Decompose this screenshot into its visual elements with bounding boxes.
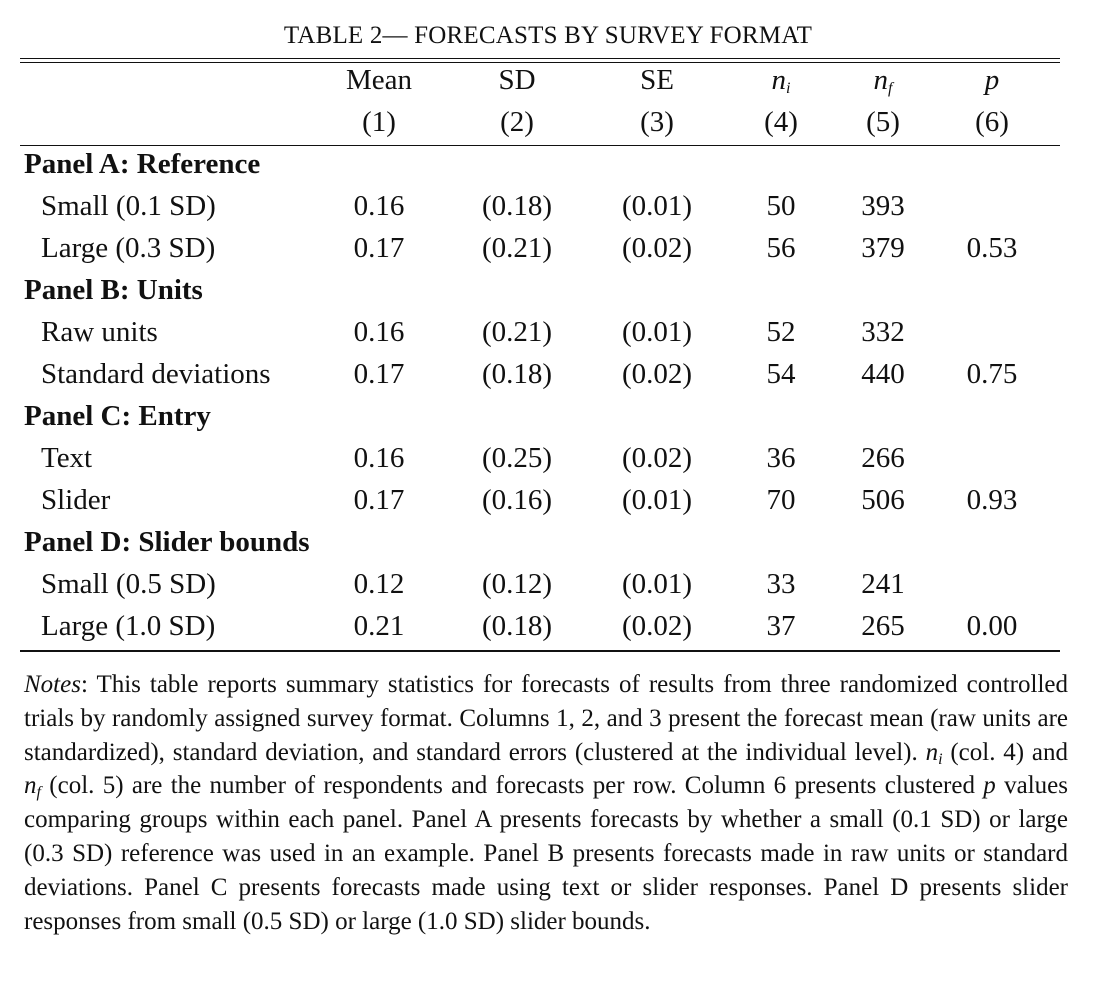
col-number: (3) — [640, 106, 674, 138]
cell-ni: 33 — [766, 568, 796, 600]
cell-p: 0.75 — [966, 358, 1018, 390]
cell-se: (0.01) — [621, 316, 693, 348]
panel-heading — [0, 270, 1096, 310]
table-row — [0, 354, 1096, 394]
cell-ni: 54 — [766, 358, 796, 390]
cell-sd: (0.16) — [481, 484, 553, 516]
cell-se: (0.02) — [621, 442, 693, 474]
cell-sd: (0.18) — [481, 358, 553, 390]
row-label: Small (0.5 SD) — [41, 568, 216, 600]
cell-mean: 0.21 — [353, 610, 405, 642]
notes-nf-symbol: $n_f$ — [24, 772, 41, 802]
cell-se: (0.01) — [621, 484, 693, 516]
cell-p: 0.00 — [966, 610, 1018, 642]
cell-mean: 0.16 — [353, 442, 405, 474]
table-row — [0, 438, 1096, 478]
cell-nf: 440 — [861, 358, 905, 390]
table-row — [0, 228, 1096, 268]
cell-sd: (0.25) — [481, 442, 553, 474]
notes-text: (col. 5) are the number of respondents and forecasts per row. Column 6 presents clustered — [40, 772, 984, 800]
cell-ni: 50 — [766, 190, 796, 222]
col-header-nf: $n_f$ — [873, 64, 893, 97]
row-label: Small (0.1 SD) — [41, 190, 216, 222]
cell-se: (0.02) — [621, 232, 693, 264]
col-number: (6) — [975, 106, 1009, 138]
cell-mean: 0.17 — [353, 484, 405, 516]
column-number-row — [0, 102, 1096, 142]
table-title: TABLE 2— FORECASTS BY SURVEY FORMAT — [283, 22, 813, 49]
notes-ni-symbol: $n_i$ — [925, 738, 943, 768]
cell-nf: 332 — [861, 316, 905, 348]
row-label: Raw units — [41, 316, 158, 348]
cell-mean: 0.16 — [353, 316, 405, 348]
cell-mean: 0.16 — [353, 190, 405, 222]
table-row — [0, 606, 1096, 646]
row-label: Large (0.3 SD) — [41, 232, 216, 264]
panel-title: Panel D: Slider bounds — [24, 526, 310, 558]
col-header-se: SE — [640, 64, 674, 96]
cell-sd: (0.12) — [481, 568, 553, 600]
col-number: (5) — [866, 106, 900, 138]
notes-text: values comparing groups within each panel. Panel A presents forecasts by whether a small (0.1 SD) or large (0.3 SD) reference was used in an example. Panel B presents forecasts made in raw units or standard deviations. Panel C presents forecasts made using text or slider responses. Panel D presents slider responses from small (0.5 SD) or large (1.0 SD) slider bounds. — [24, 772, 1068, 935]
cell-nf: 506 — [861, 484, 905, 516]
cell-ni: 36 — [766, 442, 796, 474]
cell-nf: 241 — [861, 568, 905, 600]
panel-title: Panel B: Units — [24, 274, 203, 306]
cell-se: (0.01) — [621, 568, 693, 600]
cell-sd: (0.21) — [481, 316, 553, 348]
table-row — [0, 186, 1096, 226]
cell-ni: 37 — [766, 610, 796, 642]
cell-mean: 0.17 — [353, 358, 405, 390]
cell-p: 0.93 — [966, 484, 1018, 516]
row-label: Slider — [41, 484, 111, 516]
notes-text: (col. 4) and — [942, 738, 1068, 766]
cell-se: (0.02) — [621, 610, 693, 642]
notes-label: Notes — [24, 671, 81, 698]
cell-p: 0.53 — [966, 232, 1018, 264]
panel-title: Panel A: Reference — [24, 148, 261, 180]
column-header-row — [0, 60, 1096, 100]
col-header-ni: $n_i$ — [771, 64, 791, 97]
panel-heading — [0, 144, 1096, 184]
table-row — [0, 480, 1096, 520]
cell-se: (0.01) — [621, 190, 693, 222]
cell-ni: 56 — [766, 232, 796, 264]
table-row — [0, 312, 1096, 352]
cell-ni: 70 — [766, 484, 796, 516]
cell-sd: (0.21) — [481, 232, 553, 264]
top-rule — [20, 58, 1060, 59]
cell-ni: 52 — [766, 316, 796, 348]
row-label: Standard deviations — [41, 358, 271, 390]
panel-heading — [0, 522, 1096, 562]
cell-nf: 265 — [861, 610, 905, 642]
col-header-mean: Mean — [345, 64, 413, 96]
col-number: (1) — [362, 106, 396, 138]
bottom-rule — [20, 650, 1060, 652]
table-notes — [24, 668, 1068, 938]
row-label: Text — [41, 442, 93, 474]
notes-p-symbol: p — [983, 772, 996, 800]
row-label: Large (1.0 SD) — [41, 610, 216, 642]
table-row — [0, 564, 1096, 604]
cell-se: (0.02) — [621, 358, 693, 390]
cell-sd: (0.18) — [481, 610, 553, 642]
panel-title: Panel C: Entry — [24, 400, 211, 432]
cell-sd: (0.18) — [481, 190, 553, 222]
col-number: (2) — [500, 106, 534, 138]
notes-text: : This table reports summary statistics for forecasts of results from three randomized controlled trials by randomly assigned survey format. Columns 1, 2, and 3 present the forecast mean (raw units are standardized), standard deviation, and standard errors (clustered at the individual level). — [24, 671, 1068, 766]
cell-nf: 266 — [861, 442, 905, 474]
col-header-p: p — [984, 64, 1000, 96]
cell-nf: 393 — [861, 190, 905, 222]
cell-mean: 0.12 — [353, 568, 405, 600]
col-header-sd: SD — [498, 64, 536, 96]
cell-nf: 379 — [861, 232, 905, 264]
notes-paragraph — [24, 668, 1068, 938]
col-number: (4) — [764, 106, 798, 138]
panel-heading — [0, 396, 1096, 436]
cell-mean: 0.17 — [353, 232, 405, 264]
